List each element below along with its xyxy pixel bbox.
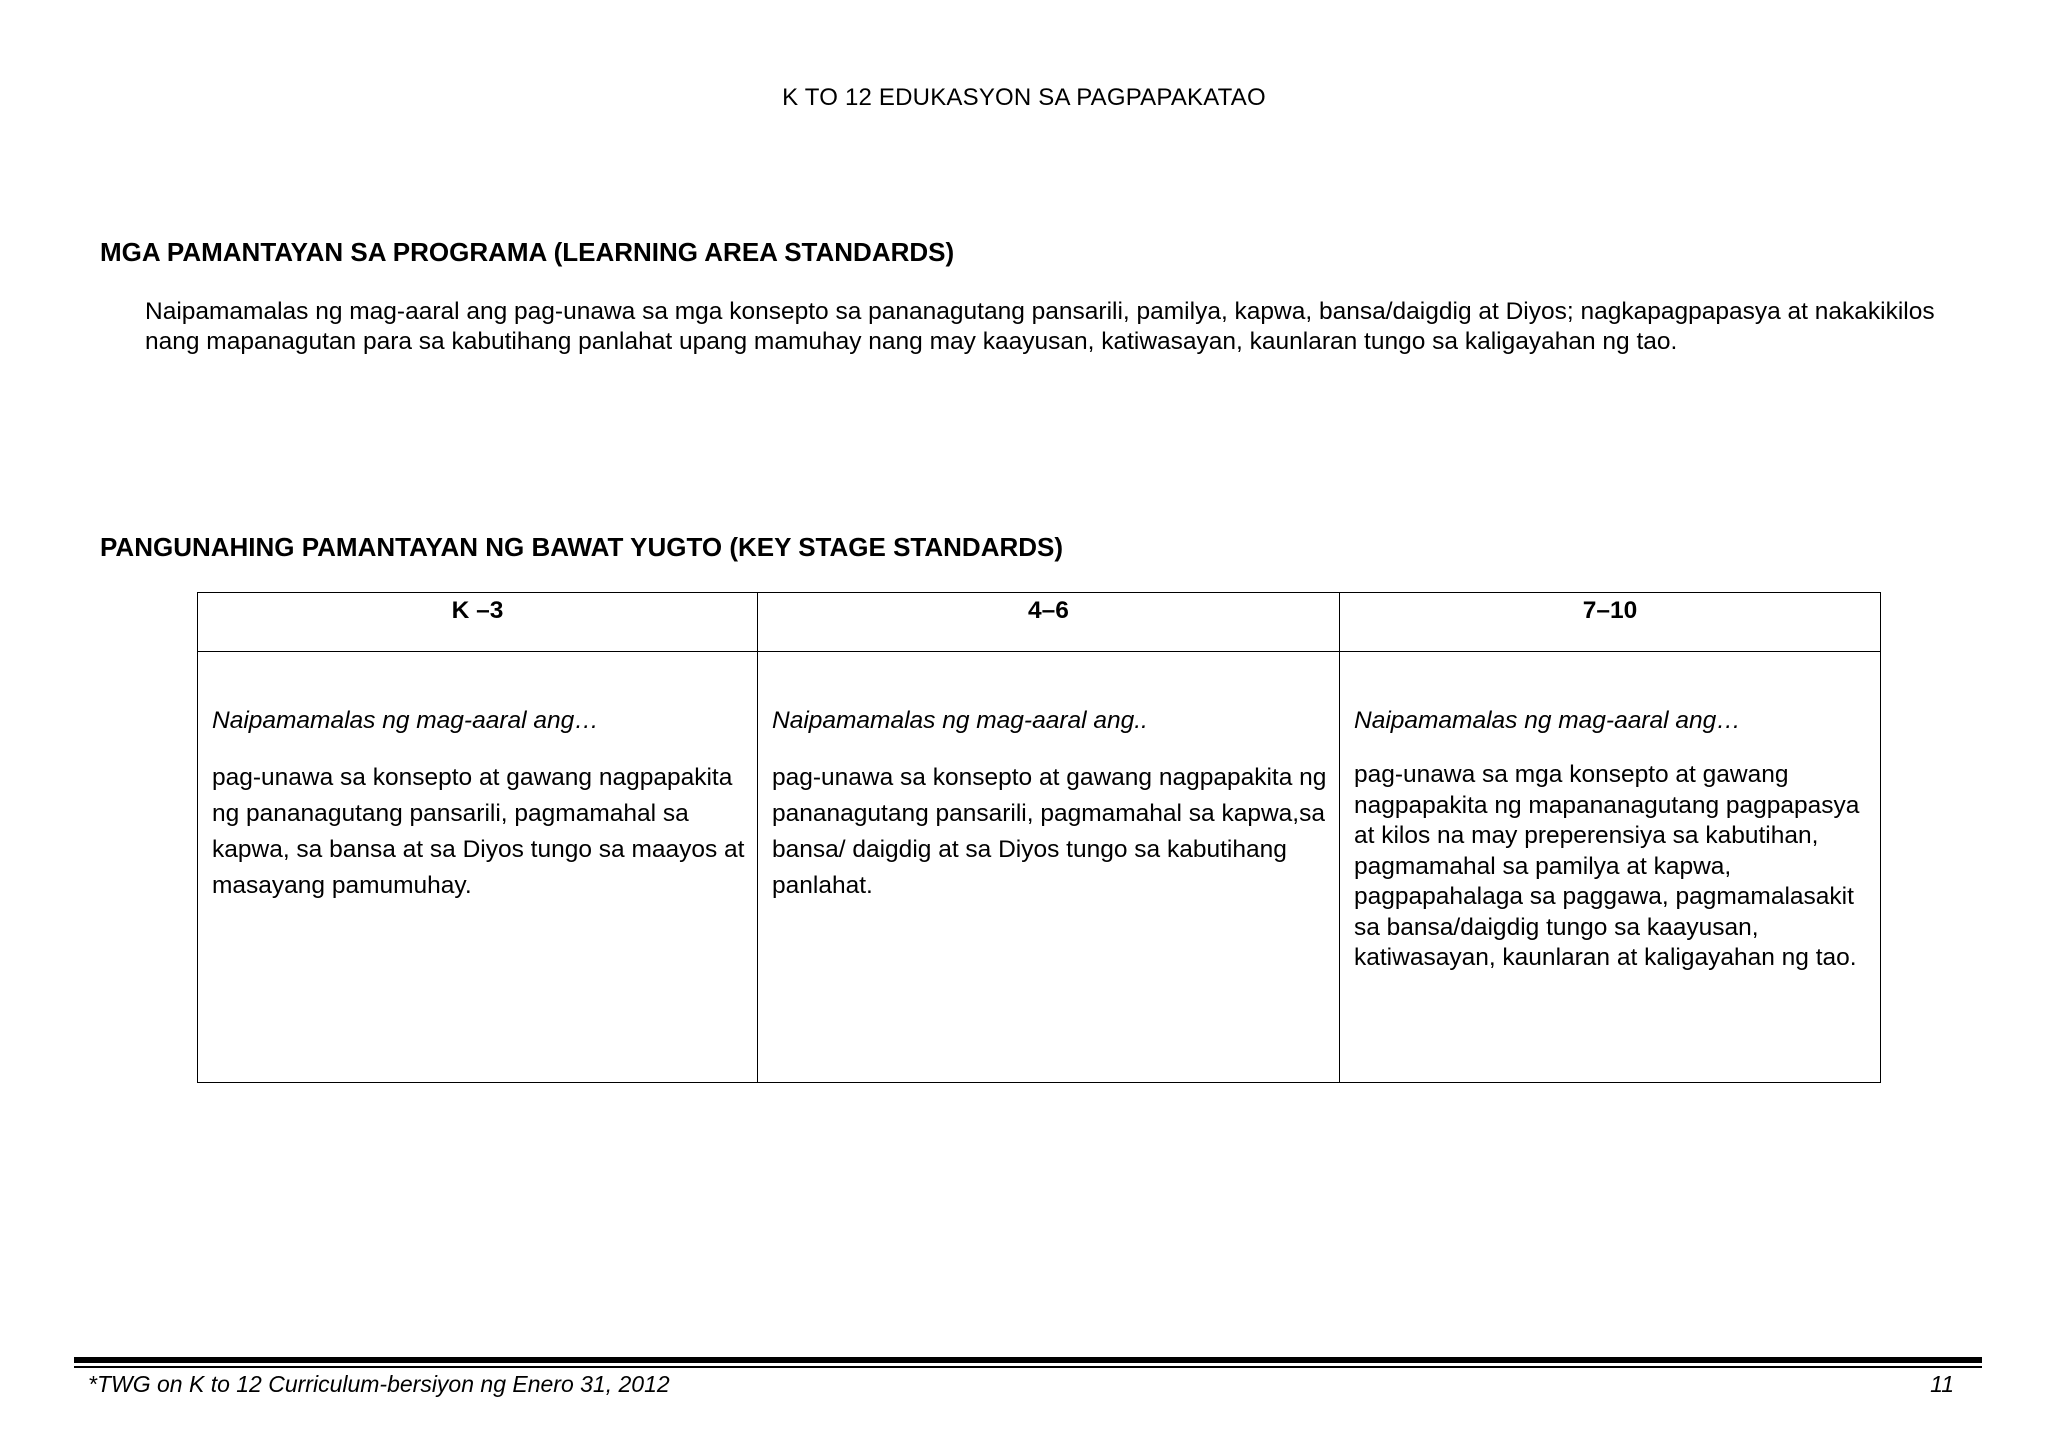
page-header-title: K TO 12 EDUKASYON SA PAGPAPAKATAO bbox=[782, 84, 1266, 111]
cell-body-4-6: pag-unawa sa konsepto at gawang nagpapakita ng pananagutang pansarili, pagmamahal sa kapwa,sa bansa/ daigdig at sa Diyos tungo sa kabutihang panlahat. bbox=[772, 764, 1327, 899]
cell-intro-k-3: Naipamamalas ng mag-aaral ang… bbox=[212, 707, 599, 734]
cell-k-3 bbox=[198, 652, 758, 1083]
footer-divider bbox=[74, 1357, 1982, 1363]
column-header-7-10: 7–10 bbox=[1340, 593, 1881, 652]
cell-7-10 bbox=[1340, 652, 1881, 1083]
page-number: 11 bbox=[1930, 1371, 1954, 1397]
cell-body-k-3: pag-unawa sa konsepto at gawang nagpapakita ng pananagutang pansarili, pagmamahal sa kapwa, sa bansa at sa Diyos tungo sa maayos at masayang pamumuhay. bbox=[212, 764, 745, 899]
key-stage-standards-heading: PANGUNAHING PAMANTAYAN NG BAWAT YUGTO (KEY STAGE STANDARDS) bbox=[100, 532, 1064, 562]
column-header-k-3: K –3 bbox=[198, 593, 758, 652]
cell-body-7-10: pag-unawa sa mga konsepto at gawang nagpapakita ng mapananagutang pagpapasya at kilos na may preperensiya sa kabutihan, pagmamahal sa pamilya at kapwa, pagpapahalaga sa paggawa, pagmamalasakit sa bansa/daigdig tungo sa kaayusan, katiwasayan, kaunlaran at kaligayahan ng tao. bbox=[1354, 761, 1860, 971]
table-row bbox=[198, 652, 1881, 1083]
cell-intro-4-6: Naipamamalas ng mag-aaral ang.. bbox=[772, 707, 1148, 734]
cell-4-6 bbox=[758, 652, 1340, 1083]
cell-intro-7-10: Naipamamalas ng mag-aaral ang… bbox=[1354, 707, 1741, 734]
table-header-row bbox=[198, 593, 1881, 652]
footer-divider-thin bbox=[74, 1366, 1982, 1368]
footer-note: *TWG on K to 12 Curriculum-bersiyon ng Enero 31, 2012 bbox=[88, 1371, 670, 1397]
column-header-4-6: 4–6 bbox=[758, 593, 1340, 652]
learning-area-standards-heading: MGA PAMANTAYAN SA PROGRAMA (LEARNING AREA STANDARDS) bbox=[100, 237, 955, 267]
key-stage-standards-table bbox=[197, 592, 1881, 1083]
learning-area-standards-text: Naipamamalas ng mag-aaral ang pag-unawa sa mga konsepto sa pananagutang pansarili, pamilya, kapwa, bansa/daigdig at Diyos; nagkapagpapasya at nakakikilos nang mapanagutan para sa kabutihang panlahat upang mamuhay nang may kaayusan, katiwasayan, kaunlaran tungo sa kaligayahan ng tao. bbox=[145, 298, 1935, 355]
